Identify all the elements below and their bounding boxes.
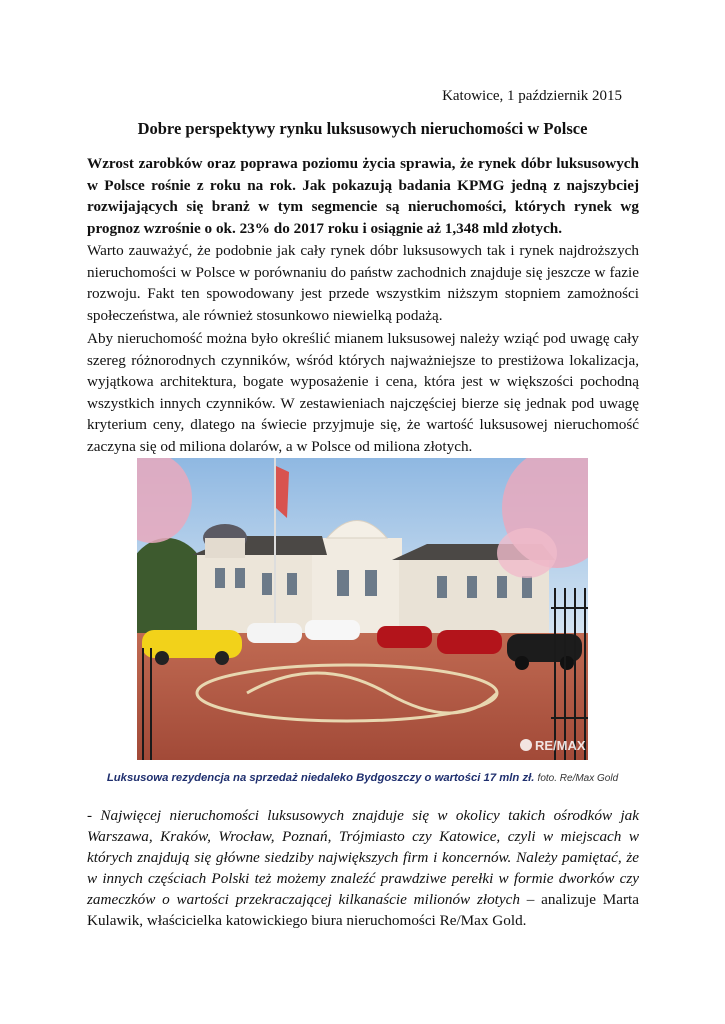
lead-paragraph: Wzrost zarobków oraz poprawa poziomu życia sprawia, że rynek dóbr luksusowych w Polsce rośnie z roku na rok. Jak pokazują badania KPMG jedną z najszybciej rozwijających się branż w tym segmencie są nieruchomości, których rynek wg prognoz wzrośnie o ok. 23% do 2017 roku i osiągnie aż 1,348 mld złotych. xyxy=(87,155,639,237)
white-car-1 xyxy=(247,623,302,643)
quote-attribution: – analizuje Marta Kulawik, właścicielka katowickiego biura nieruchomości Re/Max Gold. xyxy=(87,891,640,929)
body-paragraph-2: Aby nieruchomość można było określić mianem luksusowej należy wziąć pod uwagę cały szereg różnorodnych czynników, wśród których najważniejsze to prestiżowa lokalizacja, wyjątkowa architektura, bogate wyposażenie i cena, która jest w większości pochodną wszystkich innych czynników. W zestawieniach najczęściej bierze się jednak pod uwagę kryterium ceny, dlatego na świecie przyjmuje się, że wartość luksusowej nieruchomość zaczyna się od miliona dolarów, a w Polsce od miliona złotych. xyxy=(87,330,639,455)
article-title: Dobre perspektywy rynku luksusowych nieruchomości w Polsce xyxy=(137,119,588,138)
building-wing-left xyxy=(197,553,317,633)
caption-text: Luksusowa rezydencja na sprzedaż niedaleko Bydgoszczy o wartości 17 mln zł. xyxy=(106,772,535,784)
white-car-2 xyxy=(305,620,360,640)
photo-caption xyxy=(0,772,725,784)
date-line: Katowice, 1 październik 2015 xyxy=(442,88,622,104)
body-paragraph-1: Warto zauważyć, że podobnie jak cały rynek dóbr luksusowych tak i rynek najdroższych nieruchomości w Polsce w porównaniu do państw zachodnich znajduje się jeszcze w fazie rozwoju. Fakt ten spowodowany jest przede wszystkim niższym stopniem zamożności społeczeństwa, ale również stosunkowo niewielką podażą. xyxy=(87,242,639,324)
red-car-2 xyxy=(437,630,502,654)
quote-text: - Najwięcej nieruchomości luksusowych znajduje się w okolicy takich ośrodków jak Warszawa, Kraków, Wrocław, Poznań, Trójmiasto czy Katowice, czyli w miejscach w których znajdują się główne siedziby największych firm i koncernów. Należy pamiętać, że w innych częściach Polski też możemy znaleźć prawdziwe perełki w formie dworków czy zameczków o wartości przekraczającej kilkanaście milionów złotych xyxy=(87,807,639,908)
remax-balloon-icon xyxy=(520,739,532,751)
red-car-1 xyxy=(377,626,432,648)
photo-watermark: RE/MAX xyxy=(535,738,586,753)
residence-photo xyxy=(137,458,588,760)
caption-credit: foto. Re/Max Gold xyxy=(537,773,619,784)
quote-paragraph xyxy=(87,805,639,931)
